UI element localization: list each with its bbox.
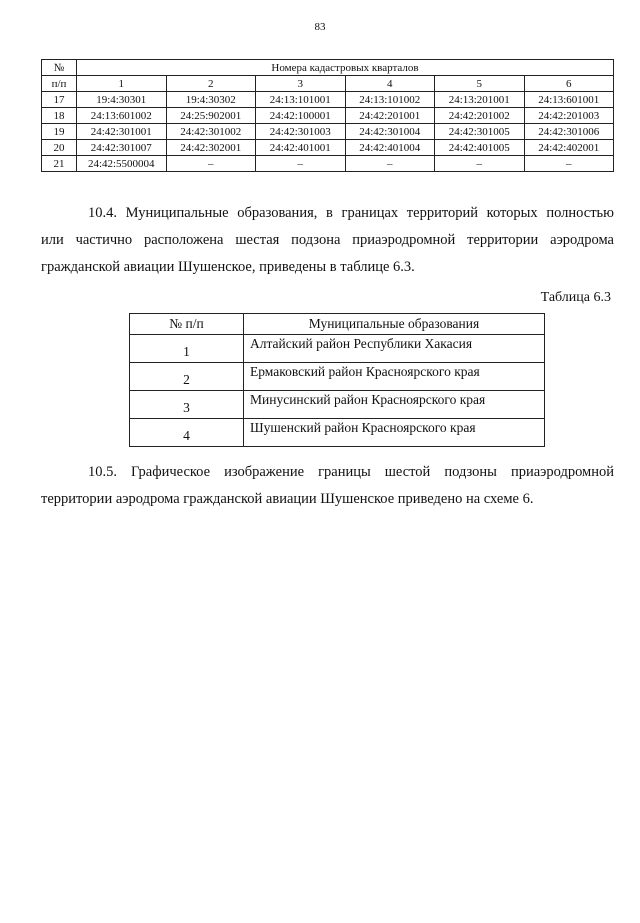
header-group: Номера кадастровых кварталов [77,60,614,76]
header-name: Муниципальные образования [244,314,545,335]
row-number: 1 [130,335,244,363]
cadastral-number: 24:42:301006 [524,124,614,140]
row-number: 18 [42,108,77,124]
municipality-name: Ермаковский район Красноярского края [244,363,545,391]
cadastral-table-body [42,92,614,172]
column-number: 3 [256,76,346,92]
municipal-table-body [130,335,545,447]
cadastral-number: 24:42:402001 [524,140,614,156]
table-row [130,419,545,447]
column-number: 4 [345,76,435,92]
cadastral-number: 24:42:401004 [345,140,435,156]
row-number: 19 [42,124,77,140]
table-row [42,108,614,124]
table-row [42,140,614,156]
municipality-name: Минусинский район Красноярского края [244,391,545,419]
column-number: 2 [166,76,256,92]
paragraph-10-5-first [88,459,614,486]
municipality-name: Шушенский район Красноярского края [244,419,545,447]
cadastral-number: 24:42:401005 [435,140,525,156]
cadastral-number: – [345,156,435,172]
cadastral-number: 19:4:30301 [77,92,167,108]
cadastral-number: 24:42:301007 [77,140,167,156]
cadastral-number: 24:42:301001 [77,124,167,140]
cadastral-number: 24:13:201001 [435,92,525,108]
cadastral-number: 24:42:301004 [345,124,435,140]
header-num: № п/п [130,314,244,335]
cadastral-number: 24:42:100001 [256,108,346,124]
row-number: 2 [130,363,244,391]
cadastral-number: 24:42:301005 [435,124,525,140]
row-number: 3 [130,391,244,419]
cadastral-number: 24:13:601002 [77,108,167,124]
table-row [130,363,545,391]
paragraph-10-5 [41,486,614,513]
table-row [42,92,614,108]
table-row [42,124,614,140]
table-row [130,391,545,419]
row-number: 21 [42,156,77,172]
cadastral-number: 24:13:601001 [524,92,614,108]
cadastral-number: – [435,156,525,172]
header-num: № [42,60,77,76]
cadastral-number: 24:42:401001 [256,140,346,156]
paragraph-line: 10.5. Графическое изображение границы шестой подзоны приаэродромной [88,464,614,480]
column-number: 1 [77,76,167,92]
column-number: 5 [435,76,525,92]
cadastral-number: 24:42:301003 [256,124,346,140]
cadastral-quarters-table [41,59,614,172]
row-number: 20 [42,140,77,156]
column-numbers-row [42,76,614,92]
paragraph-10-4 [41,227,614,281]
paragraph-line: территории аэродрома гражданской авиации Шушенское приведено на схеме 6. [41,491,534,507]
table-row [42,156,614,172]
municipal-entities-table [129,313,545,447]
row-number: 4 [130,419,244,447]
municipality-name: Алтайский район Республики Хакасия [244,335,545,363]
paragraph-line: гражданской авиации Шушенское, приведены в таблице 6.3. [41,259,415,275]
cadastral-number: 24:25:902001 [166,108,256,124]
cadastral-number: 24:42:201003 [524,108,614,124]
table-row [130,335,545,363]
table-caption: Таблица 6.3 [540,290,611,305]
cadastral-number: – [166,156,256,172]
header-num-sub: п/п [42,76,77,92]
cadastral-number: 24:42:201001 [345,108,435,124]
paragraph-line: 10.4. Муниципальные образования, в границах территорий которых полностью [88,205,614,221]
paragraph-10-4-first [88,200,614,227]
paragraph-line: или частично расположена шестая подзона приаэродромной территории аэродрома [41,232,614,248]
cadastral-number: 24:13:101001 [256,92,346,108]
cadastral-number: 24:42:301002 [166,124,256,140]
cadastral-number: 24:42:201002 [435,108,525,124]
cadastral-number: – [524,156,614,172]
cadastral-number: 19:4:30302 [166,92,256,108]
cadastral-number: 24:13:101002 [345,92,435,108]
page-number: 83 [314,21,326,33]
cadastral-number: 24:42:5500004 [77,156,167,172]
cadastral-number: – [256,156,346,172]
cadastral-number: 24:42:302001 [166,140,256,156]
column-number: 6 [524,76,614,92]
row-number: 17 [42,92,77,108]
